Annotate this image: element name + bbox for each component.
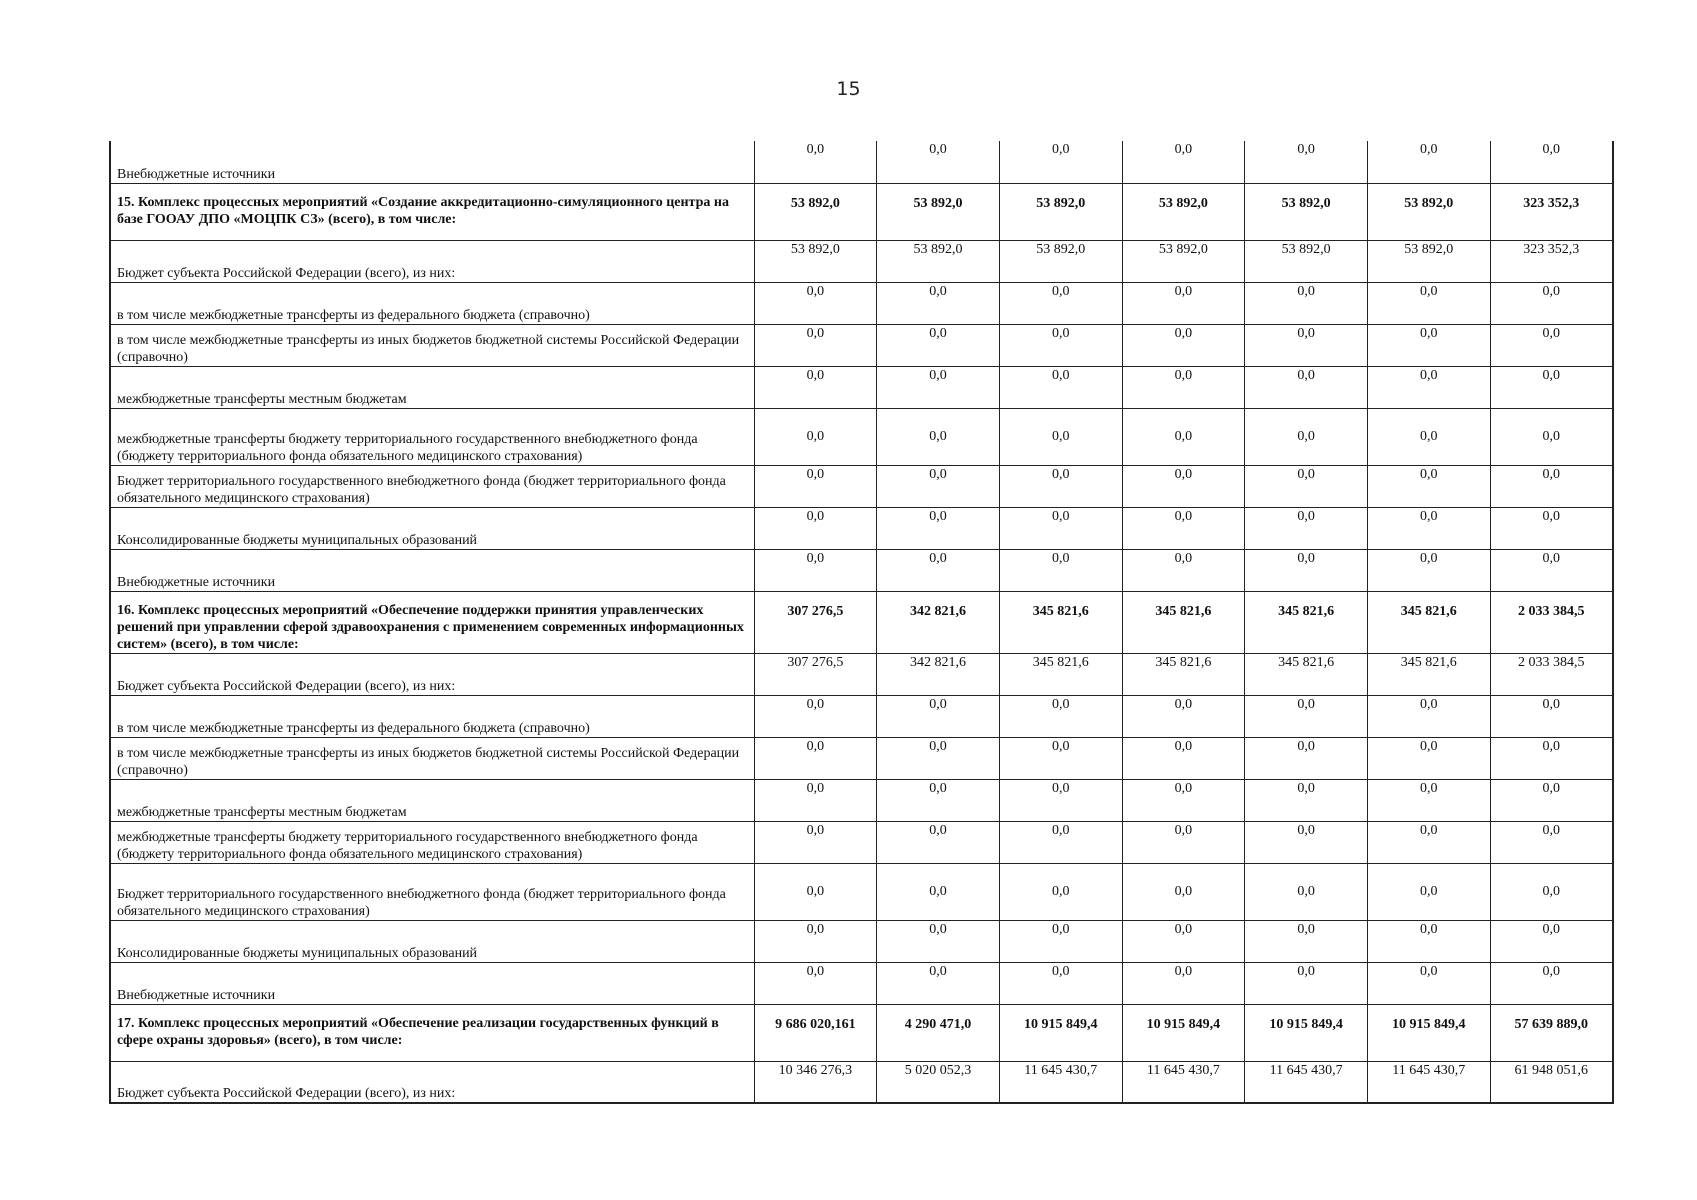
value-cell: 4 290 471,0 bbox=[877, 1004, 1000, 1061]
value-cell: 0,0 bbox=[754, 408, 877, 465]
table-row bbox=[110, 863, 1613, 920]
value-cell: 0,0 bbox=[1490, 821, 1613, 863]
value-cell: 0,0 bbox=[1367, 465, 1490, 507]
row-label-cell: Внебюджетные источники bbox=[110, 141, 754, 183]
section-title-cell: 17. Комплекс процессных мероприятий «Обеспечение реализации государственных функций в сфере охраны здоровья» (всего), в том числе: bbox=[110, 1004, 754, 1061]
value-cell: 0,0 bbox=[1245, 920, 1368, 962]
value-cell: 61 948 051,6 bbox=[1490, 1061, 1613, 1103]
value-cell: 0,0 bbox=[1367, 507, 1490, 549]
value-cell: 307 276,5 bbox=[754, 591, 877, 653]
value-cell: 0,0 bbox=[877, 465, 1000, 507]
value-cell: 53 892,0 bbox=[999, 183, 1122, 240]
value-cell: 0,0 bbox=[999, 141, 1122, 183]
row-label-cell: межбюджетные трансферты бюджету территориального государственного внебюджетного фонда (бюджету территориального фонда обязательного медицинского страхования) bbox=[110, 408, 754, 465]
value-cell: 0,0 bbox=[1122, 282, 1245, 324]
value-cell: 0,0 bbox=[1245, 141, 1368, 183]
value-cell: 10 915 849,4 bbox=[999, 1004, 1122, 1061]
budget-table-body bbox=[110, 141, 1613, 1103]
value-cell: 0,0 bbox=[1490, 141, 1613, 183]
value-cell: 0,0 bbox=[1122, 962, 1245, 1004]
table-row bbox=[110, 653, 1613, 695]
table-row bbox=[110, 408, 1613, 465]
value-cell: 0,0 bbox=[1245, 408, 1368, 465]
value-cell: 0,0 bbox=[1245, 282, 1368, 324]
table-row bbox=[110, 507, 1613, 549]
value-cell: 0,0 bbox=[1367, 549, 1490, 591]
value-cell: 0,0 bbox=[1490, 324, 1613, 366]
value-cell: 345 821,6 bbox=[999, 653, 1122, 695]
value-cell: 2 033 384,5 bbox=[1490, 653, 1613, 695]
value-cell: 0,0 bbox=[1490, 962, 1613, 1004]
value-cell: 0,0 bbox=[1490, 695, 1613, 737]
value-cell: 0,0 bbox=[999, 737, 1122, 779]
table-row bbox=[110, 240, 1613, 282]
table-row bbox=[110, 549, 1613, 591]
value-cell: 0,0 bbox=[1490, 737, 1613, 779]
value-cell: 0,0 bbox=[1490, 779, 1613, 821]
value-cell: 0,0 bbox=[754, 465, 877, 507]
value-cell: 0,0 bbox=[754, 920, 877, 962]
value-cell: 0,0 bbox=[754, 507, 877, 549]
value-cell: 0,0 bbox=[877, 920, 1000, 962]
row-label-cell: Консолидированные бюджеты муниципальных образований bbox=[110, 920, 754, 962]
value-cell: 0,0 bbox=[1122, 737, 1245, 779]
table-row bbox=[110, 779, 1613, 821]
value-cell: 0,0 bbox=[754, 282, 877, 324]
table-row bbox=[110, 366, 1613, 408]
value-cell: 0,0 bbox=[877, 962, 1000, 1004]
table-row bbox=[110, 920, 1613, 962]
value-cell: 0,0 bbox=[1245, 962, 1368, 1004]
value-cell: 0,0 bbox=[754, 737, 877, 779]
value-cell: 0,0 bbox=[1367, 737, 1490, 779]
value-cell: 53 892,0 bbox=[1367, 183, 1490, 240]
value-cell: 307 276,5 bbox=[754, 653, 877, 695]
value-cell: 0,0 bbox=[1490, 920, 1613, 962]
value-cell: 0,0 bbox=[1122, 465, 1245, 507]
value-cell: 10 346 276,3 bbox=[754, 1061, 877, 1103]
value-cell: 0,0 bbox=[999, 282, 1122, 324]
value-cell: 53 892,0 bbox=[1122, 183, 1245, 240]
value-cell: 0,0 bbox=[1245, 366, 1368, 408]
value-cell: 0,0 bbox=[1490, 549, 1613, 591]
value-cell: 0,0 bbox=[999, 695, 1122, 737]
value-cell: 0,0 bbox=[1367, 962, 1490, 1004]
value-cell: 0,0 bbox=[999, 507, 1122, 549]
value-cell: 0,0 bbox=[754, 821, 877, 863]
value-cell: 342 821,6 bbox=[877, 653, 1000, 695]
value-cell: 10 915 849,4 bbox=[1122, 1004, 1245, 1061]
value-cell: 53 892,0 bbox=[1367, 240, 1490, 282]
value-cell: 11 645 430,7 bbox=[1367, 1061, 1490, 1103]
value-cell: 0,0 bbox=[877, 549, 1000, 591]
value-cell: 0,0 bbox=[1122, 821, 1245, 863]
value-cell: 0,0 bbox=[999, 821, 1122, 863]
value-cell: 0,0 bbox=[754, 549, 877, 591]
value-cell: 0,0 bbox=[999, 549, 1122, 591]
value-cell: 0,0 bbox=[1245, 507, 1368, 549]
section-title-cell: 15. Комплекс процессных мероприятий «Создание аккредитационно-симуляционного центра на базе ГООАУ ДПО «МОЦПК СЗ» (всего), в том числе: bbox=[110, 183, 754, 240]
value-cell: 0,0 bbox=[999, 408, 1122, 465]
table-section-row bbox=[110, 183, 1613, 240]
page-number: 15 bbox=[836, 78, 861, 100]
value-cell: 345 821,6 bbox=[999, 591, 1122, 653]
table-row bbox=[110, 1061, 1613, 1103]
value-cell: 323 352,3 bbox=[1490, 240, 1613, 282]
value-cell: 0,0 bbox=[999, 779, 1122, 821]
row-label-cell: Внебюджетные источники bbox=[110, 962, 754, 1004]
row-label-cell: Внебюджетные источники bbox=[110, 549, 754, 591]
value-cell: 0,0 bbox=[877, 366, 1000, 408]
value-cell: 0,0 bbox=[999, 962, 1122, 1004]
table-row bbox=[110, 695, 1613, 737]
value-cell: 0,0 bbox=[1122, 549, 1245, 591]
value-cell: 0,0 bbox=[1122, 366, 1245, 408]
value-cell: 0,0 bbox=[1122, 141, 1245, 183]
value-cell: 0,0 bbox=[1367, 408, 1490, 465]
value-cell: 9 686 020,161 bbox=[754, 1004, 877, 1061]
row-label-cell: в том числе межбюджетные трансферты из федерального бюджета (справочно) bbox=[110, 282, 754, 324]
value-cell: 0,0 bbox=[877, 507, 1000, 549]
value-cell: 0,0 bbox=[999, 366, 1122, 408]
value-cell: 0,0 bbox=[1367, 920, 1490, 962]
value-cell: 11 645 430,7 bbox=[999, 1061, 1122, 1103]
value-cell: 0,0 bbox=[754, 695, 877, 737]
value-cell: 0,0 bbox=[1122, 408, 1245, 465]
value-cell: 53 892,0 bbox=[999, 240, 1122, 282]
row-label-cell: Бюджет субъекта Российской Федерации (всего), из них: bbox=[110, 1061, 754, 1103]
value-cell: 0,0 bbox=[1245, 779, 1368, 821]
value-cell: 0,0 bbox=[1245, 821, 1368, 863]
row-label-cell: межбюджетные трансферты местным бюджетам bbox=[110, 779, 754, 821]
value-cell: 53 892,0 bbox=[877, 240, 1000, 282]
row-label-cell: Бюджет субъекта Российской Федерации (всего), из них: bbox=[110, 653, 754, 695]
value-cell: 11 645 430,7 bbox=[1245, 1061, 1368, 1103]
value-cell: 0,0 bbox=[1490, 408, 1613, 465]
value-cell: 0,0 bbox=[877, 737, 1000, 779]
value-cell: 0,0 bbox=[999, 863, 1122, 920]
value-cell: 345 821,6 bbox=[1245, 653, 1368, 695]
value-cell: 0,0 bbox=[1122, 507, 1245, 549]
value-cell: 53 892,0 bbox=[877, 183, 1000, 240]
value-cell: 0,0 bbox=[1367, 779, 1490, 821]
value-cell: 0,0 bbox=[1245, 695, 1368, 737]
value-cell: 0,0 bbox=[754, 324, 877, 366]
table-section-row bbox=[110, 1004, 1613, 1061]
table-row bbox=[110, 962, 1613, 1004]
value-cell: 0,0 bbox=[1245, 549, 1368, 591]
value-cell: 10 915 849,4 bbox=[1245, 1004, 1368, 1061]
table-section-row bbox=[110, 591, 1613, 653]
table-row bbox=[110, 821, 1613, 863]
value-cell: 0,0 bbox=[1367, 695, 1490, 737]
value-cell: 0,0 bbox=[1490, 366, 1613, 408]
value-cell: 323 352,3 bbox=[1490, 183, 1613, 240]
value-cell: 0,0 bbox=[999, 465, 1122, 507]
value-cell: 345 821,6 bbox=[1122, 591, 1245, 653]
value-cell: 0,0 bbox=[877, 324, 1000, 366]
value-cell: 0,0 bbox=[1245, 863, 1368, 920]
row-label-cell: в том числе межбюджетные трансферты из иных бюджетов бюджетной системы Российской Федерации (справочно) bbox=[110, 737, 754, 779]
value-cell: 0,0 bbox=[877, 863, 1000, 920]
table-row bbox=[110, 324, 1613, 366]
value-cell: 0,0 bbox=[1367, 324, 1490, 366]
value-cell: 0,0 bbox=[754, 779, 877, 821]
value-cell: 345 821,6 bbox=[1122, 653, 1245, 695]
value-cell: 0,0 bbox=[877, 408, 1000, 465]
value-cell: 0,0 bbox=[877, 282, 1000, 324]
value-cell: 0,0 bbox=[1367, 141, 1490, 183]
table-row bbox=[110, 141, 1613, 183]
table-row bbox=[110, 282, 1613, 324]
value-cell: 0,0 bbox=[754, 962, 877, 1004]
value-cell: 345 821,6 bbox=[1367, 591, 1490, 653]
section-title-cell: 16. Комплекс процессных мероприятий «Обеспечение поддержки принятия управленческих решений при управлении сферой здравоохранения с применением современных информационных систем» (всего), в том числе: bbox=[110, 591, 754, 653]
row-label-cell: межбюджетные трансферты бюджету территориального государственного внебюджетного фонда (бюджету территориального фонда обязательного медицинского страхования) bbox=[110, 821, 754, 863]
value-cell: 345 821,6 bbox=[1367, 653, 1490, 695]
value-cell: 0,0 bbox=[1367, 282, 1490, 324]
row-label-cell: Бюджет территориального государственного внебюджетного фонда (бюджет территориального фонда обязательного медицинского страхования) bbox=[110, 465, 754, 507]
row-label-cell: Бюджет субъекта Российской Федерации (всего), из них: bbox=[110, 240, 754, 282]
value-cell: 0,0 bbox=[1490, 282, 1613, 324]
value-cell: 345 821,6 bbox=[1245, 591, 1368, 653]
value-cell: 0,0 bbox=[877, 821, 1000, 863]
row-label-cell: Консолидированные бюджеты муниципальных образований bbox=[110, 507, 754, 549]
value-cell: 0,0 bbox=[1245, 324, 1368, 366]
value-cell: 0,0 bbox=[1367, 821, 1490, 863]
value-cell: 0,0 bbox=[1490, 863, 1613, 920]
value-cell: 53 892,0 bbox=[754, 240, 877, 282]
value-cell: 0,0 bbox=[1122, 920, 1245, 962]
value-cell: 0,0 bbox=[1122, 695, 1245, 737]
value-cell: 0,0 bbox=[877, 695, 1000, 737]
value-cell: 2 033 384,5 bbox=[1490, 591, 1613, 653]
value-cell: 53 892,0 bbox=[754, 183, 877, 240]
value-cell: 53 892,0 bbox=[1245, 183, 1368, 240]
value-cell: 53 892,0 bbox=[1245, 240, 1368, 282]
value-cell: 0,0 bbox=[754, 366, 877, 408]
value-cell: 0,0 bbox=[877, 779, 1000, 821]
budget-table bbox=[109, 141, 1614, 1104]
value-cell: 57 639 889,0 bbox=[1490, 1004, 1613, 1061]
value-cell: 0,0 bbox=[1490, 507, 1613, 549]
value-cell: 0,0 bbox=[1490, 465, 1613, 507]
value-cell: 10 915 849,4 bbox=[1367, 1004, 1490, 1061]
value-cell: 0,0 bbox=[1367, 366, 1490, 408]
value-cell: 5 020 052,3 bbox=[877, 1061, 1000, 1103]
value-cell: 0,0 bbox=[999, 324, 1122, 366]
value-cell: 342 821,6 bbox=[877, 591, 1000, 653]
table-row bbox=[110, 737, 1613, 779]
row-label-cell: Бюджет территориального государственного внебюджетного фонда (бюджет территориального фонда обязательного медицинского страхования) bbox=[110, 863, 754, 920]
value-cell: 0,0 bbox=[1245, 737, 1368, 779]
row-label-cell: межбюджетные трансферты местным бюджетам bbox=[110, 366, 754, 408]
value-cell: 0,0 bbox=[1122, 779, 1245, 821]
value-cell: 0,0 bbox=[1245, 465, 1368, 507]
value-cell: 0,0 bbox=[999, 920, 1122, 962]
value-cell: 0,0 bbox=[1122, 863, 1245, 920]
value-cell: 0,0 bbox=[754, 141, 877, 183]
value-cell: 53 892,0 bbox=[1122, 240, 1245, 282]
row-label-cell: в том числе межбюджетные трансферты из иных бюджетов бюджетной системы Российской Федерации (справочно) bbox=[110, 324, 754, 366]
value-cell: 0,0 bbox=[1367, 863, 1490, 920]
value-cell: 0,0 bbox=[754, 863, 877, 920]
value-cell: 11 645 430,7 bbox=[1122, 1061, 1245, 1103]
value-cell: 0,0 bbox=[1122, 324, 1245, 366]
table-row bbox=[110, 465, 1613, 507]
row-label-cell: в том числе межбюджетные трансферты из федерального бюджета (справочно) bbox=[110, 695, 754, 737]
value-cell: 0,0 bbox=[877, 141, 1000, 183]
